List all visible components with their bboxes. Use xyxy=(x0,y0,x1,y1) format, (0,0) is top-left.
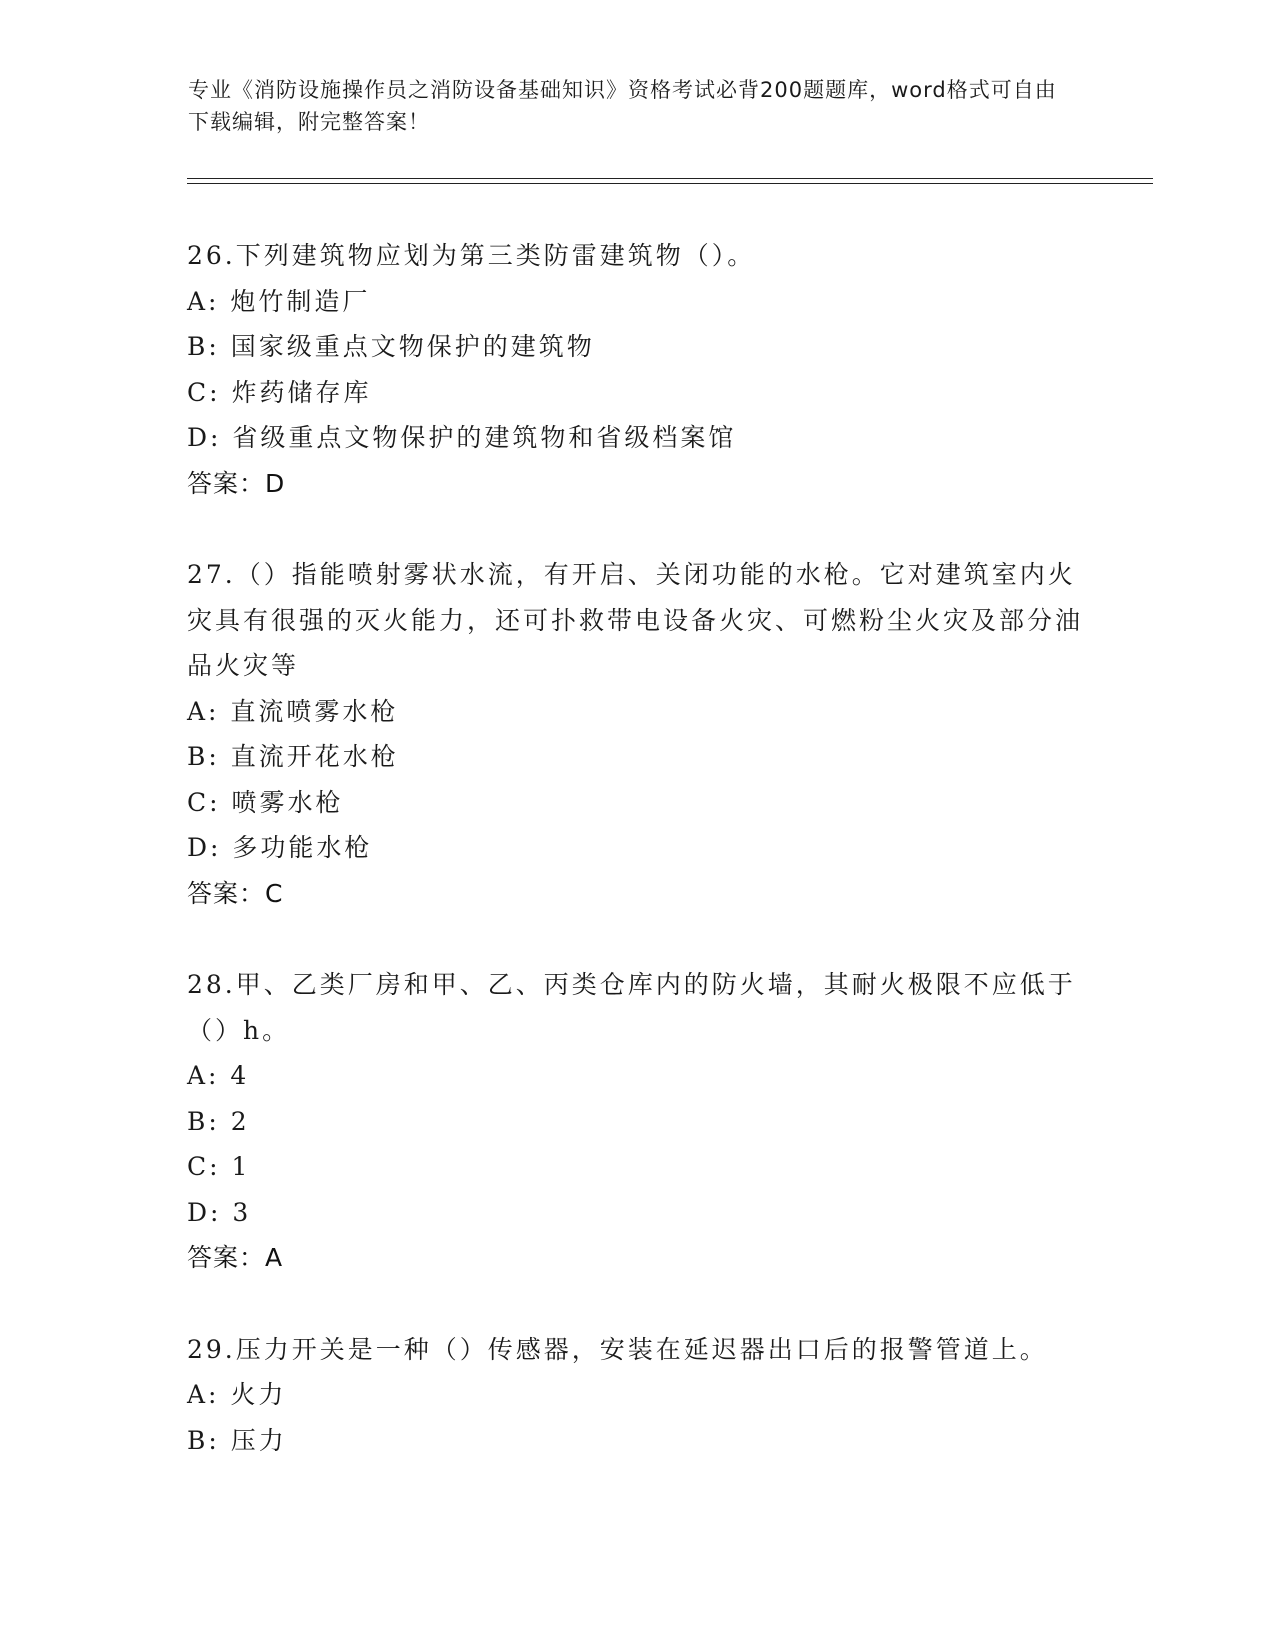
option-c: C: 炸药储存库 xyxy=(187,377,372,407)
option-c: C: 1 xyxy=(187,1152,251,1181)
answer: 答案：D xyxy=(187,468,286,498)
option-d: D: 多功能水枪 xyxy=(187,833,373,862)
option-a: A: 4 xyxy=(187,1061,250,1090)
answer: 答案：A xyxy=(187,1243,284,1272)
question-28 xyxy=(187,962,1087,1281)
answer: 答案：C xyxy=(187,878,284,908)
question-list xyxy=(187,233,1087,1509)
option-d: D: 3 xyxy=(187,1197,252,1227)
question-26 xyxy=(187,233,1087,506)
question-stem: 28.甲、乙类厂房和甲、乙、丙类仓库内的防火墙，其耐火极限不应低于（）h。 xyxy=(187,970,1076,1045)
question-stem: 26.下列建筑物应划为第三类防雷建筑物（）。 xyxy=(187,241,756,270)
header-rule-bottom xyxy=(187,183,1153,184)
option-b: B: 直流开花水枪 xyxy=(187,742,399,771)
option-c: C: 喷雾水枪 xyxy=(187,787,344,817)
option-b: B: 2 xyxy=(187,1106,250,1136)
question-27 xyxy=(187,552,1087,916)
document-header: 专业《消防设施操作员之消防设备基础知识》资格考试必背200题题库，word格式可自由下载编辑，附完整答案！ xyxy=(188,78,1057,134)
header-rule-top xyxy=(187,178,1153,179)
option-d: D: 省级重点文物保护的建筑物和省级档案馆 xyxy=(187,423,737,452)
question-29 xyxy=(187,1327,1087,1464)
option-b: B: 国家级重点文物保护的建筑物 xyxy=(187,332,595,361)
option-b: B: 压力 xyxy=(187,1425,287,1455)
question-stem: 27.（）指能喷射雾状水流，有开启、关闭功能的水枪。它对建筑室内火灾具有很强的灭火能力，还可扑救带电设备火灾、可燃粉尘火灾及部分油品火灾等 xyxy=(187,560,1084,680)
option-a: A: 火力 xyxy=(187,1380,287,1409)
option-a: A: 直流喷雾水枪 xyxy=(187,696,399,726)
question-stem: 29.压力开关是一种（）传感器，安装在延迟器出口后的报警管道上。 xyxy=(187,1334,1048,1364)
option-a: A: 炮竹制造厂 xyxy=(187,286,371,316)
